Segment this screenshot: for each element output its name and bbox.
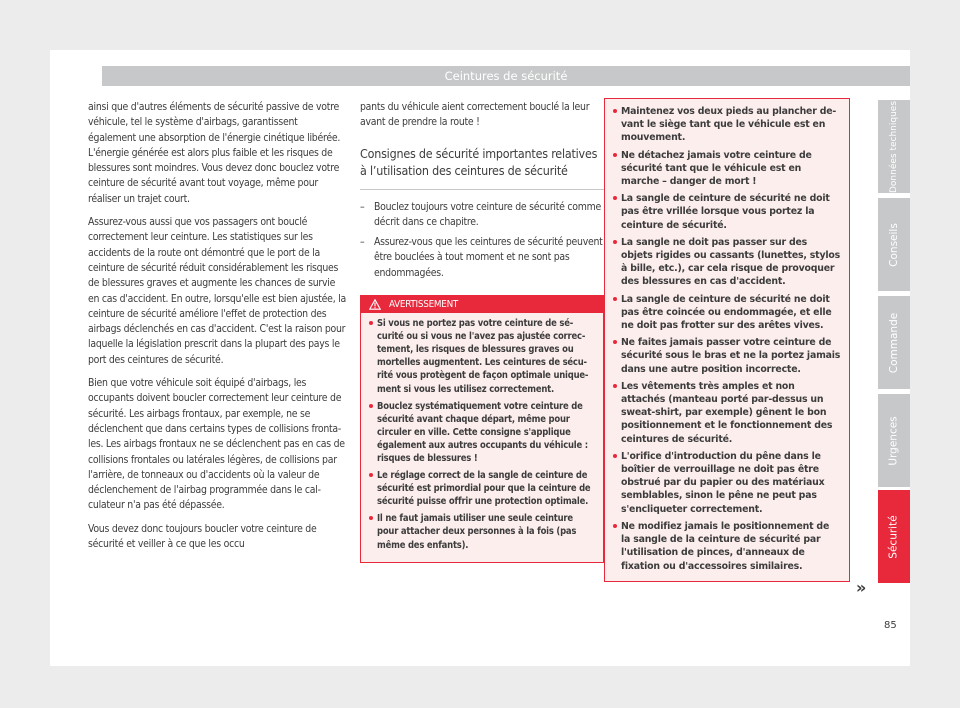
paragraph: Assurez-vous aussi que vos passagers ont bouclé correctement leur ceinture. Les statistiques sur les accidents de la route ont démontré que le port de la ceinture de sécurité réduit considérablement les risques de blessures graves et augmente les chances de survie en cas d'accident. En outre, lorsqu'elle est bien ajustée, la ceinture de sécurité améliore l'effet de protection des airbags déclenchés en cas d'accident. C'est la raison pour laquelle la législation prescrit dans la plupart des pays le port des ceintures de sécurité. — [88, 216, 346, 366]
text-column-left — [88, 100, 348, 560]
tab-label: Conseils — [888, 222, 900, 267]
list-item — [369, 512, 595, 551]
bullet-icon — [613, 297, 617, 301]
tab-urgences[interactable] — [878, 394, 910, 487]
list-item-text: Le réglage correct de la sangle de ceinture de sécurité est primordial pour que la ceinture de sécurité puisse offrir une protection optimale. — [377, 470, 591, 508]
warning-box-continued — [604, 98, 850, 582]
tab-conseils[interactable] — [878, 198, 910, 291]
bullet-icon — [613, 153, 617, 157]
bullet-icon — [369, 321, 373, 325]
page-header: Ceintures de sécurité — [102, 66, 910, 86]
bullet-icon — [613, 454, 617, 458]
warning-list — [361, 313, 603, 562]
text-column-middle — [360, 100, 604, 563]
list-item — [369, 400, 595, 465]
list-item — [613, 293, 841, 333]
bullet-icon — [613, 240, 617, 244]
paragraph: pants du véhicule aient correctement bouclé la leur avant de prendre la route ! — [360, 101, 590, 129]
warning-title: AVERTISSEMENT — [389, 299, 459, 311]
tab-label: Sécurité — [888, 514, 900, 559]
section-heading: Consignes de sécurité importantes relatives à l’utilisation des ceintures de sécurité — [360, 145, 604, 190]
tab-label: Données techniques — [889, 100, 900, 193]
list-item — [613, 149, 841, 189]
paragraph: ainsi que d'autres éléments de sécurité passive de votre véhicule, tel le système d'airbags, garantissent également une absorption de l'énergie cinétique libérée. L'énergie générée est alors plus faible et les risques de blessures sont moindres. Vous devez donc bouclez votre ceinture de sécurité avant tout voyage, même pour réaliser un trajet court. — [88, 101, 341, 205]
list-item — [369, 469, 595, 508]
bullet-icon — [613, 340, 617, 344]
list-item-text: Il ne faut jamais utiliser une seule ceinture pour attacher deux personnes à la fois (pas même des enfants). — [377, 513, 577, 551]
list-item — [613, 336, 841, 376]
list-item-text: Si vous ne portez pas votre ceinture de sécurité ou si vous ne l'avez pas ajustée correctement, les risques de blessures graves ou mortelles augmentent. Les ceintures de sécurité vous protègent de façon optimale uniquement si vous les utilisez correctement. — [377, 318, 589, 395]
tab-securite[interactable] — [878, 490, 910, 583]
warning-header — [361, 296, 603, 313]
paragraph: Bien que votre véhicule soit équipé d'airbags, les occupants doivent boucler correctement leur ceinture de sécurité. Les airbags frontaux, par exemple, ne se déclenchent que dans certains types de collisions frontales. Les airbags frontaux ne se déclenchent pas en cas de collisions frontales ou latérales légères, de collisions par l'arrière, de tonneaux ou d'accidents où la valeur de déclenchement de l'airbag programmée dans le calculateur n'a pas été dépassée. — [88, 377, 345, 512]
warning-box — [360, 295, 604, 563]
tab-label: Commande — [888, 312, 900, 373]
warning-list — [605, 99, 849, 581]
list-item-text: L'orifice d'introduction du pêne dans le boîtier de verrouillage ne doit pas être obstrué par du papier ou des matériaux semblables, sinon le pêne ne peut pas s'encliqueter correctement. — [621, 450, 825, 515]
list-item-text: La sangle ne doit pas passer sur des objets rigides ou cassants (lunettes, stylos à bille, etc.), car cela risque de provoquer des blessures en cas d'accident. — [621, 236, 841, 288]
list-item — [613, 450, 841, 516]
bullet-icon — [613, 384, 617, 388]
list-item-text: La sangle de ceinture de sécurité ne doit pas être vrillée lorsque vous portez la ceinture de sécurité. — [621, 193, 830, 231]
list-item-text: Maintenez vos deux pieds au plancher devant le siège tant que le véhicule est en mouvement. — [621, 106, 837, 144]
list-item — [613, 236, 841, 289]
list-item-text: Les vêtements très amples et non attachés (manteau porté par-dessus un sweat-shirt, par exemple) gênent le bon positionnement et le fonctionnement des ceintures de sécurité. — [621, 380, 833, 445]
bullet-icon — [613, 524, 617, 528]
list-item — [613, 105, 841, 145]
page — [50, 50, 910, 666]
bullet-icon — [369, 473, 373, 477]
tab-commande[interactable] — [878, 296, 910, 389]
list-item — [369, 317, 595, 396]
bullet-icon — [613, 109, 617, 113]
list-item-text: La sangle de ceinture de sécurité ne doit pas être coincée ou endommagée, et elle ne doit pas frotter sur des arêtes vives. — [621, 293, 832, 332]
list-item: – Bouclez toujours votre ceinture de sécurité comme décrit dans ce chapitre. — [360, 200, 604, 231]
list-item — [613, 192, 841, 232]
warning-triangle-icon — [369, 299, 381, 310]
tab-donnees-techniques[interactable] — [878, 100, 910, 193]
bullet-icon — [613, 196, 617, 200]
continue-arrow-icon: » — [856, 578, 867, 597]
list-item-text: Bouclez systématiquement votre ceinture de sécurité avant chaque départ, même pour circuler en ville. Cette consigne s'applique également aux autres occupants du véhicule : risques de blessures ! — [377, 400, 588, 465]
list-item: – Assurez-vous que les ceintures de sécurité peuvent être bouclées à tout moment et ne sont pas endommagées. — [360, 235, 604, 281]
list-item-text: Ne faites jamais passer votre ceinture de sécurité sous le bras et ne la portez jamais dans une autre position incorrecte. — [621, 337, 841, 375]
list-item — [613, 520, 841, 573]
paragraph: Vous devez donc toujours boucler votre ceinture de sécurité et veiller à ce que les occu — [88, 522, 317, 551]
bullet-icon — [369, 404, 373, 408]
list-item — [613, 380, 841, 446]
bullet-icon — [369, 516, 373, 520]
list-item-text: Ne modifiez jamais le positionnement de la sangle de la ceinture de sécurité par l'utilisation de pinces, d'anneaux de fixation ou d'accessoires similaires. — [621, 520, 830, 572]
list-item-text: Ne détachez jamais votre ceinture de sécurité tant que le véhicule est en marche – danger de mort ! — [621, 149, 812, 188]
tab-label: Urgences — [888, 415, 900, 466]
dash-list — [360, 200, 604, 281]
page-number: 85 — [884, 620, 897, 631]
